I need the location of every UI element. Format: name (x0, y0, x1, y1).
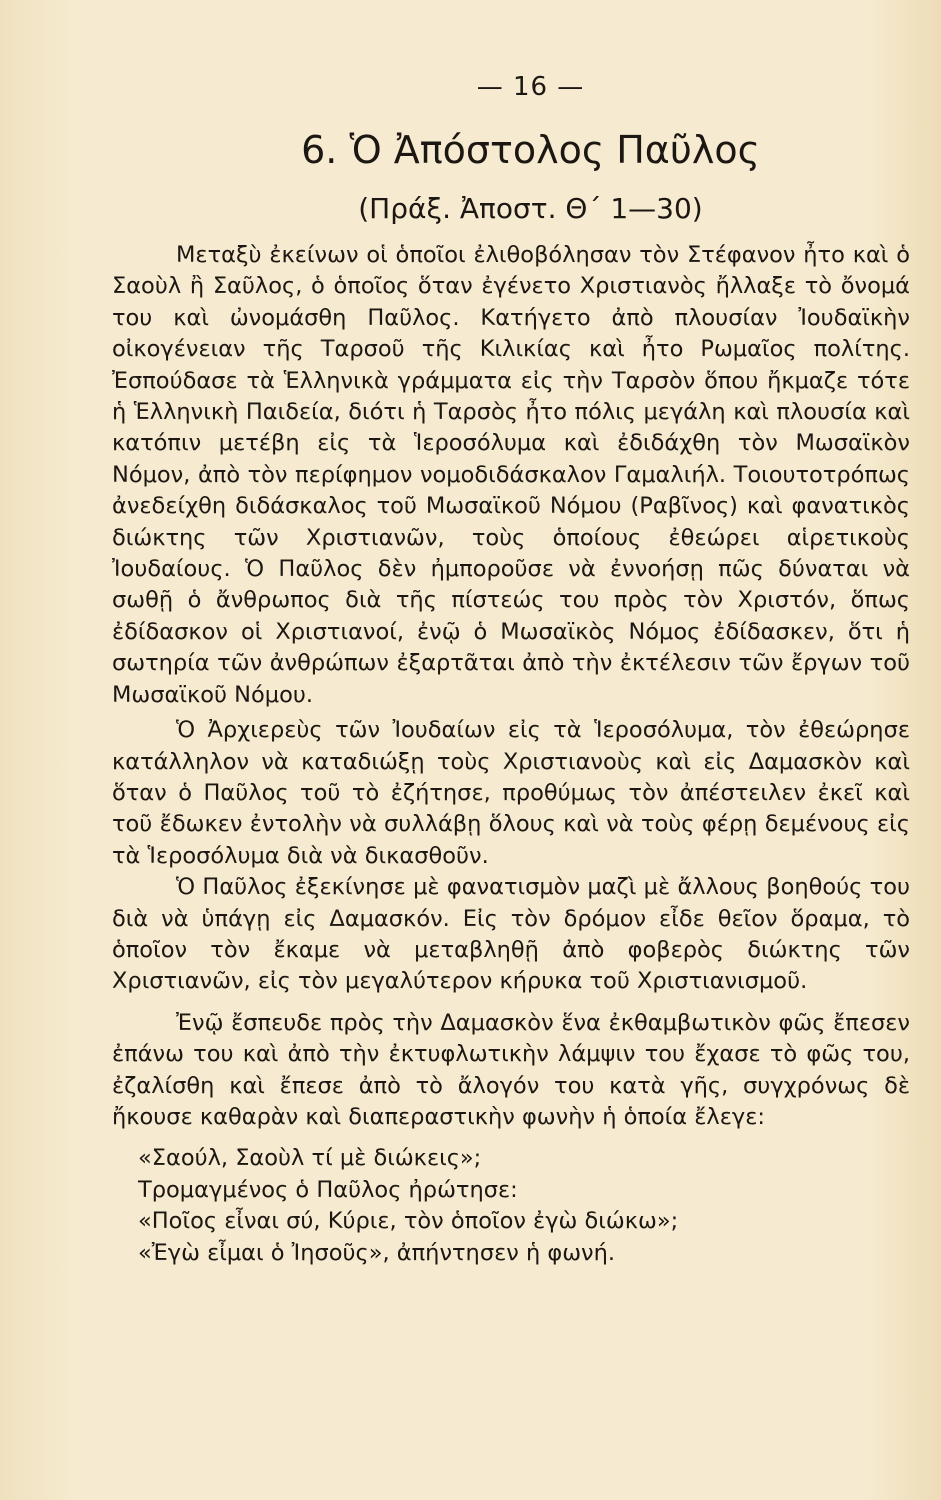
dialogue-line: «Ἐγὼ εἶμαι ὁ Ἰησοῦς», ἀπήντησεν ἡ φωνή. (138, 1239, 616, 1266)
page-number: — 16 — (476, 72, 585, 102)
dialogue-line: «Ποῖος εἶναι σύ, Κύριε, τὸν ὁποῖον ἐγὼ διώκω»; (138, 1208, 679, 1235)
chapter-title: 6. Ὁ Ἀπόστολος Παῦλος (301, 128, 760, 172)
paragraph: Ἐνῷ ἔσπευδε πρὸς τὴν Δαμασκὸν ἕνα ἐκθαμβωτικὸν φῶς ἔπεσεν ἐπάνω του καὶ ἀπὸ τὴν ἐκτυφλωτικὴν λάμψιν του ἔχασε τὸ φῶς του, ἐζαλίσθη καὶ ἔπεσε ἀπὸ τὸ ἄλογόν του κατὰ γῆς, συγχρόνως δὲ ἤκουσε καθαρὰν καὶ διαπεραστικὴν φωνὴν ἡ ὁποία ἔλεγε: (112, 1009, 910, 1130)
paragraph: Ὁ Ἀρχιερεὺς τῶν Ἰουδαίων εἰς τὰ Ἱεροσόλυμα, τὸν ἐθεώρησε κατάλληλον νὰ καταδιώξῃ τοὺς Χριστιανοὺς καὶ εἰς Δαμασκὸν καὶ ὅταν ὁ Παῦλος τοῦ τὸ ἐζήτησε, προθύμως τὸν ἀπέστειλεν ἐκεῖ καὶ τοῦ ἔδωκεν ἐντολὴν νὰ συλλάβῃ ὅλους καὶ νὰ τοὺς φέρῃ δεμένους εἰς τὰ Ἱεροσόλυμα διὰ νὰ δικασθοῦν. (112, 717, 910, 869)
paragraph: Ὁ Παῦλος ἐξεκίνησε μὲ φανατισμὸν μαζὶ μὲ ἄλλους βοηθούς του διὰ νὰ ὑπάγῃ εἰς Δαμασκόν. Εἰς τὸν δρόμον εἶδε θεῖον ὅραμα, τὸ ὁποῖον τὸν ἔκαμε νὰ μεταβληθῇ ἀπὸ φοβερὸς διώκτης τῶν Χριστιανῶν, εἰς τὸν μεγαλύτερον κήρυκα τοῦ Χριστιανισμοῦ. (112, 874, 910, 995)
body-text (112, 240, 910, 1269)
paragraph: Μεταξὺ ἐκείνων οἱ ὁποῖοι ἐλιθοβόλησαν τὸν Στέφανον ἦτο καὶ ὁ Σαοὺλ ἢ Σαῦλος, ὁ ὁποῖος ὅταν ἐγένετο Χριστιανὸς ἤλλαξε τὸ ὄνομά του καὶ ὠνομάσθη Παῦλος. Κατήγετο ἀπὸ πλουσίαν Ἰουδαϊκὴν οἰκογένειαν τῆς Ταρσοῦ τῆς Κιλικίας καὶ ἦτο Ρωμαῖος πολίτης. Ἐσπούδασε τὰ Ἑλληνικὰ γράμματα εἰς τὴν Ταρσὸν ὅπου ἤκμαζε τότε ἡ Ἑλληνικὴ Παιδεία, διότι ἡ Ταρσὸς ἦτο πόλις μεγάλη καὶ πλουσία καὶ κατόπιν μετέβη εἰς τὰ Ἱεροσόλυμα καὶ ἐδιδάχθη τὸν Μωσαϊκὸν Νόμον, ἀπὸ τὸν περίφημον νομοδιδάσκαλον Γαμαλιήλ. Τοιουτοτρόπως ἀνεδείχθη διδάσκαλος τοῦ Μωσαϊκοῦ Νόμου (Ραβῖνος) καὶ φανατικὸς διώκτης τῶν Χριστιανῶν, τοὺς ὁποίους ἐθεώρει αἱρετικοὺς Ἰουδαίους. Ὁ Παῦλος δὲν ἠμποροῦσε νὰ ἐννοήσῃ πῶς δύναται νὰ σωθῇ ὁ ἄνθρωπος διὰ τῆς πίστεώς του πρὸς τὸν Χριστόν, ὅπως ἐδίδασκον οἱ Χριστιανοί, ἐνῷ ὁ Μωσαϊκὸς Νόμος ἐδίδασκεν, ὅτι ἡ σωτηρία τῶν ἀνθρώπων ἐξαρτᾶται ἀπὸ τὴν ἐκτέλεσιν τῶν ἔργων τοῦ Μωσαϊκοῦ Νόμου. (112, 242, 910, 708)
dialogue-line: Τρομαγμένος ὁ Παῦλος ἠρώτησε: (138, 1176, 518, 1203)
chapter-reference: (Πράξ. Ἀποστ. Θ΄ 1—30) (358, 192, 703, 225)
dialogue-line: «Σαούλ, Σαοὺλ τί μὲ διώκεις»; (138, 1145, 482, 1172)
